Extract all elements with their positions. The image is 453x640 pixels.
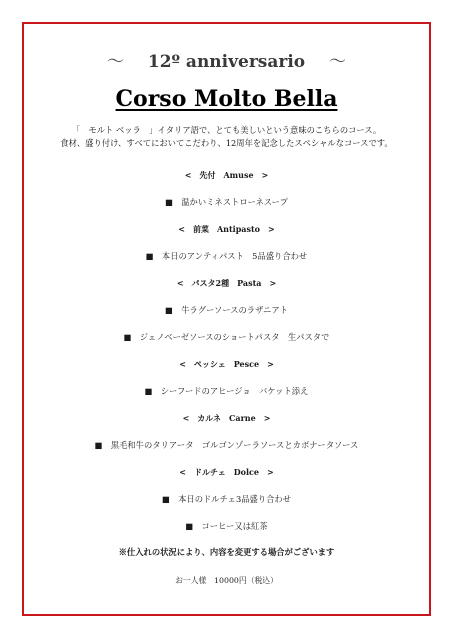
dish-item: ■ コーヒー又は紅茶 [185,521,268,531]
intro-line-2: 食材、盛り付け、すべてにおいてこだわり、12周年を記念したスペシャルなコースです。 [60,138,393,148]
course-heading-pesce: < ペッシェ Pesce > [179,359,274,369]
dish-item: ■ ジェノベーゼソースのショートパスタ 生パスタで [123,332,330,342]
course-title-text: Corso Molto Bella [115,86,338,112]
dish-item: ■ 本日のアンティパスト 5品盛り合わせ [145,251,308,261]
course-heading-dolce: < ドルチェ Dolce > [179,467,274,477]
dish-item: ■ 本日のドルチェ3品盛り合わせ [161,494,292,504]
menu-list [22,162,431,540]
dish-item: ■ 牛ラグーソースのラザニアト [165,305,288,315]
dish-item: ■ シーフードのアヒージョ バケット添え [144,386,309,396]
course-title [22,86,431,112]
disclaimer-note: ※仕入れの状況により、内容を変更する場合がございます [118,547,335,557]
intro-line-1: 「 モルト ベッラ 」イタリア語で、とても美しいという意味のこちらのコース。 [71,125,382,135]
price-text: お一人様 10000円（税込） [175,576,278,585]
dish-item: ■ 黒毛和牛のタリアータ ゴルゴンゾーラソースとカボナータソース [94,440,359,450]
dish-item: ■ 温かいミネストローネスープ [165,197,288,207]
anniversary-text: 12º anniversario [147,52,306,72]
course-heading-pasta: < パスタ2種 Pasta > [176,278,277,288]
course-heading-amuse: < 先付 Amuse > [184,170,269,180]
tilde-right: ～ [329,52,347,72]
course-heading-antipasto: < 前菜 Antipasto > [178,224,275,234]
course-heading-carne: < カルネ Carne > [182,413,271,423]
intro-text [22,124,431,150]
anniversary-heading [22,47,431,72]
tilde-left: ～ [106,52,124,72]
